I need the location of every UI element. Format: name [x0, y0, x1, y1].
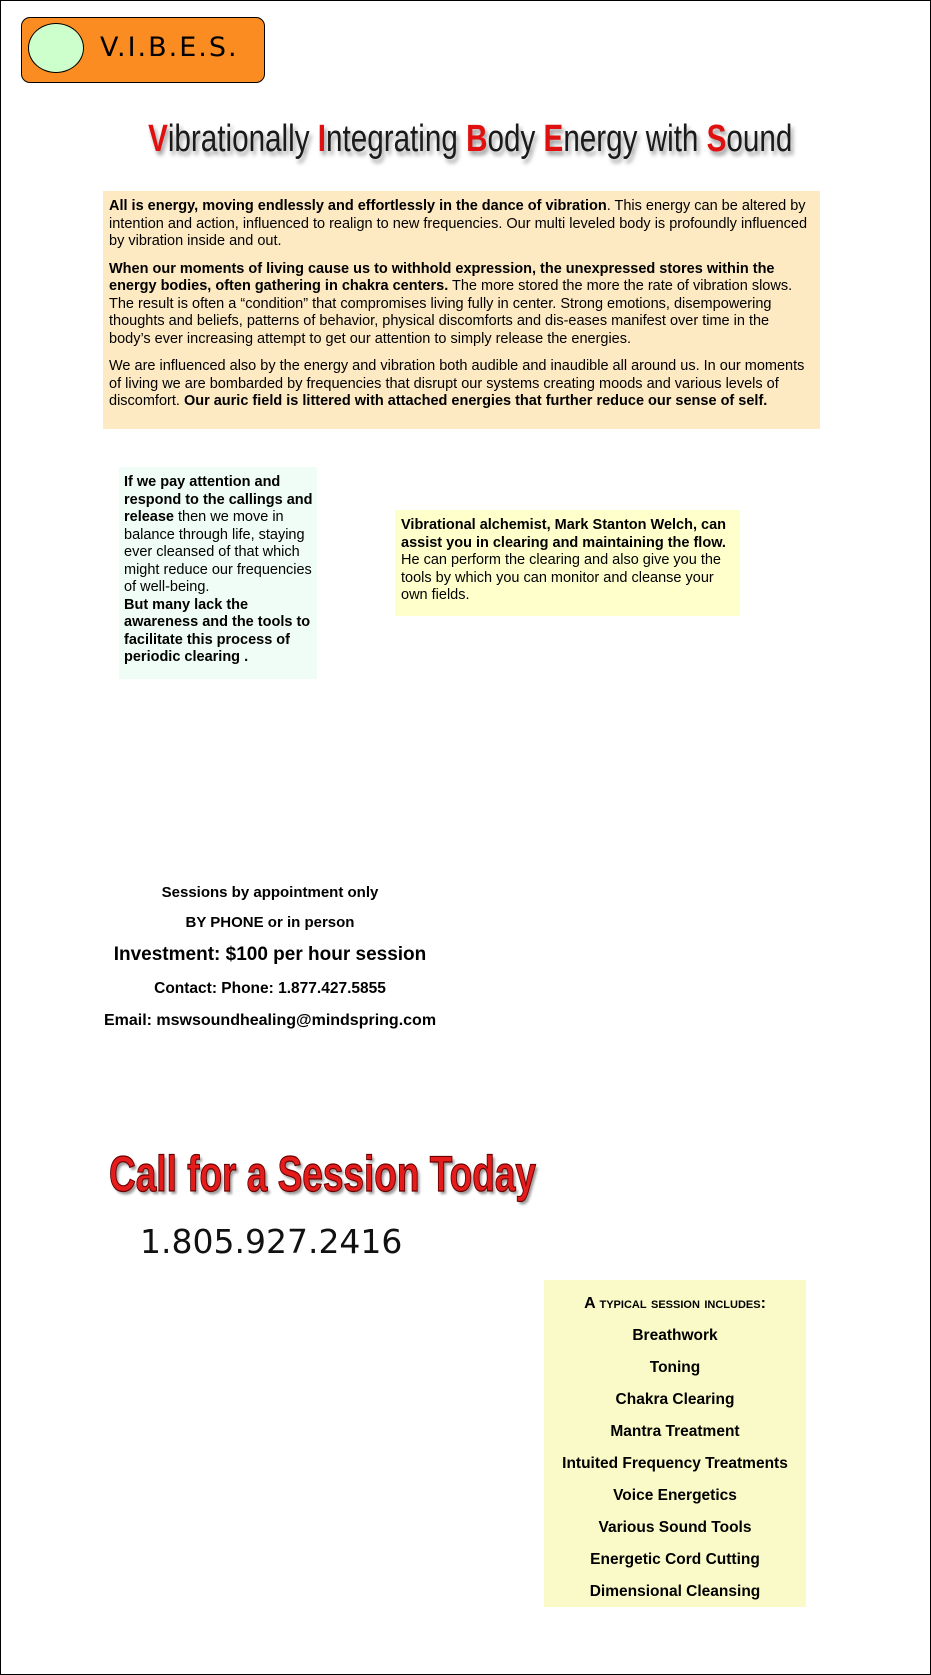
session-item: Energetic Cord Cutting — [590, 1551, 760, 1568]
session-box — [544, 1280, 806, 1607]
session-item: Dimensional Cleansing — [589, 1583, 761, 1600]
attention-bold-1: If we pay attention and respond to the callings and release — [124, 474, 313, 525]
title-cap-b: B — [466, 118, 488, 160]
logo-text: V.I.B.E.S. — [100, 32, 239, 63]
intro-paragraph-2 — [109, 261, 814, 349]
alchemist-bold: Vibrational alchemist, Mark Stanton Welch, can assist you in clearing and maintaining the flow. — [401, 517, 726, 551]
phone-or-person-text: BY PHONE or in person — [185, 914, 355, 931]
intro-p1-bold: All is energy, moving endlessly and effortlessly in the dance of vibration — [109, 198, 607, 214]
alchemist-text: He can perform the clearing and also give you the tools by which you can monitor and cleanse your own fields. — [401, 552, 721, 603]
attention-box — [119, 467, 317, 679]
intro-box — [103, 191, 820, 429]
title-cap-v: V — [148, 118, 168, 160]
title-word-2: ntegrating — [326, 118, 458, 160]
vibes-logo — [21, 17, 265, 83]
title-cap-s: S — [706, 118, 727, 160]
title-word-1: ibrationally — [167, 118, 310, 160]
intro-paragraph-3 — [109, 358, 814, 411]
title-cap-e: E — [543, 118, 564, 160]
session-item: Chakra Clearing — [615, 1391, 735, 1408]
investment-text: Investment: $100 per hour session — [113, 944, 427, 965]
session-item: Intuited Frequency Treatments — [562, 1455, 788, 1472]
attention-bold-2: But many lack the awareness and the tools to facilitate this process of periodic clearing . — [124, 596, 311, 665]
attention-text-1: then we move in balance through life, staying ever cleansed of that which might reduce our frequencies of well-being. — [124, 509, 312, 595]
session-item: Toning — [649, 1359, 701, 1376]
title-cap-i: I — [317, 118, 327, 160]
title-word-6: ound — [726, 118, 793, 160]
intro-p2-bold: When our moments of living cause us to withhold expression, the unexpressed stores within the energy bodies, often gathering in chakra centers. — [109, 260, 775, 294]
page-title — [107, 118, 833, 161]
intro-p3-bold: Our auric field is littered with attached energies that further reduce our sense of self. — [183, 393, 768, 409]
session-item: Mantra Treatment — [610, 1423, 740, 1440]
session-item: Various Sound Tools — [598, 1519, 752, 1536]
title-word-3: ody — [487, 118, 536, 160]
email-text: Email: mswsoundhealing@mindspring.com — [103, 1012, 437, 1029]
intro-p1-text: . This energy can be altered by intention and action, influenced to realign to new frequencies. Our multi leveled body is profoundly influenced by vibration inside and out. — [109, 198, 808, 249]
title-word-with: with — [645, 118, 699, 160]
session-item: Breathwork — [632, 1327, 718, 1344]
logo-circle-icon — [28, 23, 84, 73]
intro-paragraph-1 — [109, 198, 814, 251]
session-phone-number: 1.805.927.2416 — [140, 1222, 403, 1261]
intro-p2-text: The more stored the more the rate of vibration slows. The result is often a “condition” that compromises living fully in center. Strong emotions, disempowering thoughts and beliefs, patterns of behavior, physical discomforts and dis-eases manifest over time in the body’s ever increasing attempt to get our attention to simply release the energies. — [109, 278, 793, 347]
session-heading: A typical session includes: — [584, 1295, 766, 1312]
title-word-4: nergy — [563, 118, 638, 160]
alchemist-box — [395, 510, 740, 616]
appointment-text: Sessions by appointment only — [161, 884, 379, 901]
session-item: Voice Energetics — [613, 1487, 737, 1504]
intro-p3-text: We are influenced also by the energy and vibration both audible and inaudible all around us. In our moments of living we are bombarded by frequencies that disrupt our systems creating moods and various levels of discomfort. — [109, 358, 805, 409]
call-headline: Call for a Session Today — [109, 1146, 536, 1202]
contact-phone-text: Contact: Phone: 1.877.427.5855 — [154, 980, 386, 997]
